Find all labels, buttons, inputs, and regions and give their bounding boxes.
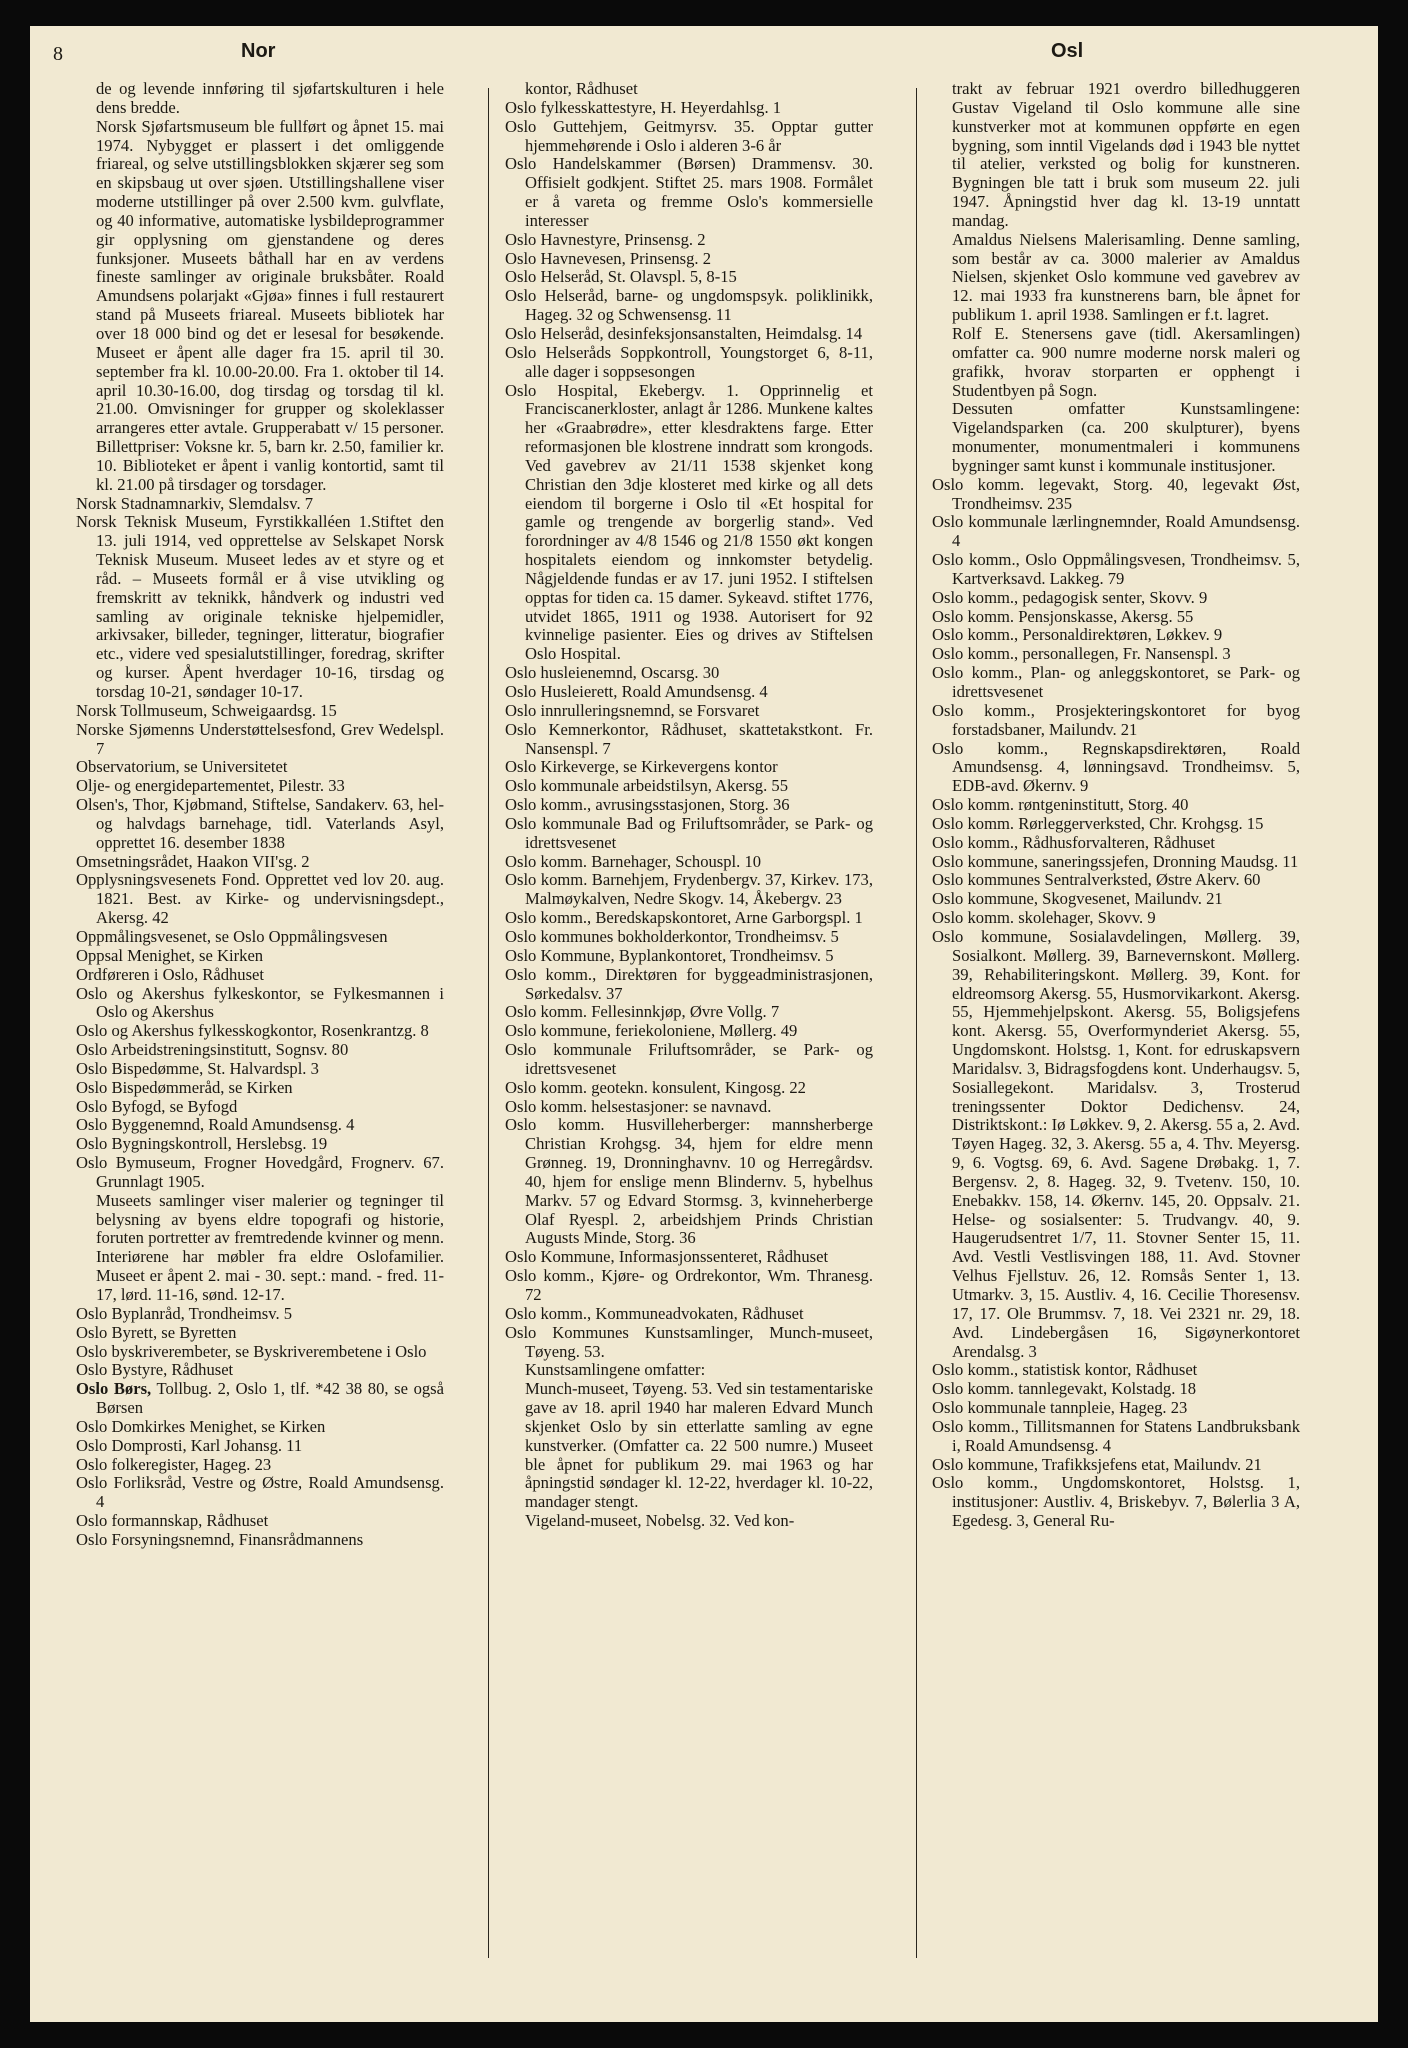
directory-entry: Oslo komm. røntgeninstitutt, Storg. 40: [932, 795, 1189, 815]
entry-continuation: Museets samlinger viser malerier og tegninger til belysning av byens eldre topografi og historie, foruten portretter av fremtredende kvinner og menn. Interiørene har møbler fra eldre Oslofamilier. Museet er åpent 2. mai - 30. sept.: mand. - fred. 11-17, lørd. 11-16, sønd. 12-17.: [96, 1190, 444, 1304]
directory-entry: Oslo Helseråds Soppkontroll, Youngstorget 6, 8-11, alle dager i soppsesongen: [505, 342, 873, 381]
directory-entry: Oslo komm., Personaldirektøren, Løkkev. 9: [932, 625, 1223, 645]
directory-entry: Oslo komm., Tillitsmannen for Statens Landbruksbank i, Roald Amundsensg. 4: [932, 1416, 1300, 1455]
directory-entry: Oslo komm., Plan- og anleggskontoret, se Park- og idrettsvesenet: [932, 663, 1300, 701]
directory-entry: Oslo folkeregister, Hageg. 23: [76, 1454, 272, 1474]
entry-continuation: Kunstsamlingene omfatter:: [525, 1360, 706, 1380]
directory-entry: Oslo komm., pedagogisk senter, Skovv. 9: [932, 587, 1208, 607]
directory-entry: Oslo kommunale arbeidstilsyn, Akersg. 55: [505, 776, 788, 796]
column-rule-right: [916, 88, 917, 1958]
directory-entry: Oslo husleienemnd, Oscarsg. 30: [505, 663, 720, 683]
entry-continuation: kontor, Rådhuset: [525, 79, 638, 98]
entry-continuation: Vigeland-museet, Nobelsg. 32. Ved kon-: [525, 1511, 795, 1531]
directory-entry: Omsetningsrådet, Haakon VII'sg. 2: [76, 851, 310, 871]
directory-entry: Oslo fylkesskattestyre, H. Heyerdahlsg. 1: [505, 97, 782, 117]
directory-entry: Oslo kommunale Friluftsområder, se Park- og idrettsvesenet: [505, 1040, 873, 1078]
directory-entry: Oslo Havnestyre, Prinsensg. 2: [505, 229, 706, 249]
directory-entry: Oslo Forliksråd, Vestre og Østre, Roald Amundsensg. 4: [76, 1473, 444, 1512]
directory-entry: Oslo innrulleringsnemnd, se Forsvaret: [505, 700, 760, 720]
directory-entry: Oslo komm. Fellesinnkjøp, Øvre Vollg. 7: [505, 1002, 780, 1022]
directory-entry: Oslo Helseråd, barne- og ungdomspsyk. poliklinikk, Hageg. 32 og Schwensensg. 11: [505, 286, 873, 325]
directory-entry: Oslo Helseråd, St. Olavspl. 5, 8-15: [505, 267, 737, 287]
directory-entry: Oslo Bystyre, Rådhuset: [76, 1360, 234, 1380]
column-right: [932, 80, 1300, 1531]
directory-entry: Norske Sjømenns Understøttelsesfond, Grev Wedelspl. 7: [76, 719, 444, 758]
directory-entry: Oslo Havnevesen, Prinsensg. 2: [505, 248, 712, 268]
directory-entry: Observatorium, se Universitetet: [76, 757, 288, 777]
directory-entry: Oslo Kemnerkontor, Rådhuset, skattetakstkont. Fr. Nansenspl. 7: [505, 719, 873, 758]
directory-entry: Oslo komm. legevakt, Storg. 40, legevakt Øst, Trondheimsv. 235: [932, 474, 1300, 513]
directory-entry: Oslo Domkirkes Menighet, se Kirken: [76, 1416, 326, 1436]
directory-entry: Oslo kommunes Sentralverksted, Østre Akerv. 60: [932, 870, 1261, 890]
directory-entry: Oslo komm., Kjøre- og Ordrekontor, Wm. Thranesg. 72: [505, 1266, 873, 1304]
directory-entry: Oslo komm., Prosjekteringskontoret for byog forstadsbaner, Mailundv. 21: [932, 700, 1300, 739]
directory-entry: Oslo kommunale Bad og Friluftsområder, se Park- og idrettsvesenet: [505, 813, 873, 852]
directory-entry: Oslo komm., avrusingsstasjonen, Storg. 36: [505, 795, 790, 815]
directory-entry: Oslo Byggenemnd, Roald Amundsensg. 4: [76, 1115, 355, 1135]
directory-entry: Oslo Arbeidstreningsinstitutt, Sognsv. 80: [76, 1040, 349, 1060]
directory-entry: Oslo komm. Rørleggerverksted, Chr. Krohgsg. 15: [932, 813, 1264, 833]
directory-entry: Oslo komm., Rådhusforvalteren, Rådhuset: [932, 832, 1215, 852]
directory-entry: Oslo komm., Ungdomskontoret, Holstsg. 1, institusjoner: Austliv. 4, Briskebyv. 7, Bølerlia 3 A, Egedesg. 3, General Ru-: [932, 1473, 1300, 1531]
directory-entry: Norsk Stadnamnarkiv, Slemdalsv. 7: [76, 493, 314, 513]
directory-entry: Oslo komm., personallegen, Fr. Nansenspl. 3: [932, 644, 1231, 664]
directory-entry: Oslo komm. tannlegevakt, Kolstadg. 18: [932, 1379, 1197, 1399]
directory-entry: Oslo Bispedømme, St. Halvardspl. 3: [76, 1058, 319, 1078]
directory-entry: Oslo Bygningskontroll, Herslebsg. 19: [76, 1134, 328, 1154]
directory-entry: Oslo Byplanråd, Trondheimsv. 5: [76, 1303, 293, 1323]
directory-entry: Olje- og energidepartementet, Pilestr. 33: [76, 776, 345, 796]
column-left: [76, 80, 444, 1550]
directory-entry: Oslo Børs, Tollbug. 2, Oslo 1, tlf. *42 38 80, se også Børsen: [76, 1379, 444, 1418]
directory-entry: Oslo komm. Pensjonskasse, Akersg. 55: [932, 606, 1194, 626]
directory-entry: Oslo kommunale tannpleie, Hageg. 23: [932, 1398, 1188, 1418]
directory-entry: Oslo komm. Barnehager, Schouspl. 10: [505, 851, 762, 871]
directory-entry: Oslo kommunale lærlingnemnder, Roald Amundsensg. 4: [932, 512, 1300, 551]
entry-continuation: Rolf E. Stenersens gave (tidl. Akersamlingen) omfatter ca. 900 numre moderne norsk maleri og grafikk, hvorav storparten er opphengt i Studentbyen på Sogn.: [952, 323, 1300, 400]
directory-entry: Oslo komm. helsestasjoner: se navnavd.: [505, 1096, 772, 1116]
column-rule-left: [488, 88, 489, 1958]
directory-entry: Olsen's, Thor, Kjøbmand, Stiftelse, Sandakerv. 63, hel- og halvdags barnehage, tidl. Vaterlands Asyl, opprettet 16. desember 1838: [76, 795, 444, 852]
directory-entry: Oslo komm., statistisk kontor, Rådhuset: [932, 1360, 1198, 1380]
directory-entry: Oslo komm., Regnskapsdirektøren, Roald Amundsensg. 4, lønningsavd. Trondheimsv. 5, EDB-avd. Økernv. 9: [932, 738, 1300, 796]
directory-entry: Oslo komm., Direktøren for byggeadministrasjonen, Sørkedalsv. 37: [505, 964, 873, 1003]
header-right-word: Osl: [1051, 40, 1084, 62]
directory-entry: Oslo Kommunes Kunstsamlinger, Munch-museet, Tøyeng. 53.: [505, 1322, 873, 1361]
directory-entry: Oslo Handelskammer (Børsen) Drammensv. 30. Offisielt godkjent. Stiftet 25. mars 1908. Formålet er å vareta og fremme Oslo's kommersielle interesser: [505, 154, 873, 230]
directory-entry: Oslo Husleierett, Roald Amundsensg. 4: [505, 682, 768, 701]
directory-entry: Oslo kommune, Trafikksjefens etat, Mailundv. 21: [932, 1454, 1262, 1474]
directory-entry: Oslo komm., Beredskapskontoret, Arne Garborgspl. 1: [505, 908, 863, 928]
directory-entry: Oslo Kommune, Byplankontoret, Trondheimsv. 5: [505, 945, 834, 965]
entry-continuation: Amaldus Nielsens Malerisamling. Denne samling, som består av ca. 3000 malerier av Amaldus Nielsen, skjenket Oslo kommune ved gavebrev av 12. mai 1933 fra kunstnerens barn, ble åpnet for publikum 1. april 1938. Samlingen er f.t. lagret.: [952, 229, 1300, 325]
directory-entry: Oslo kommune, saneringssjefen, Dronning Maudsg. 11: [932, 851, 1299, 871]
directory-entry: Oslo formannskap, Rådhuset: [76, 1511, 269, 1531]
directory-entry: Oslo kommune, Skogvesenet, Mailundv. 21: [932, 889, 1223, 909]
directory-entry: Norsk Teknisk Museum, Fyrstikkalléen 1.Stiftet den 13. juli 1914, ved opprettelse av Selskapet Norsk Teknisk Museum. Museet ledes av et styre og et råd. – Museets formål er å vise utvikling og fremskritt av teknikk, håndverk og industri ved samling av originale tekniske hjelpemidler, arkivsaker, billeder, tegninger, litteratur, biografier etc., videre ved spesialutstillinger, foredrag, skrifter og kurser. Åpent hverdager 10-16, tirsdag og torsdag 10-21, søndager 10-17.: [76, 512, 444, 701]
directory-entry: Oslo Bymuseum, Frogner Hovedgård, Frognerv. 67. Grunnlagt 1905.: [76, 1153, 444, 1191]
directory-entry: Oslo komm., Oslo Oppmålingsvesen, Trondheimsv. 5, Kartverksavd. Lakkeg. 79: [932, 550, 1300, 588]
directory-entry: Oslo Helseråd, desinfeksjonsanstalten, Heimdalsg. 14: [505, 323, 863, 343]
bold-heading: Oslo Børs,: [76, 1379, 152, 1399]
directory-entry: Oslo kommunes bokholderkontor, Trondheimsv. 5: [505, 926, 839, 946]
directory-entry: Oslo komm. Husvilleherberger: mannsherberge Christian Krohgsg. 34, hjem for eldre menn Grønneg. 19, Dronninghavnv. 10 og Herregårdsv. 40, hjem for enslige menn Blindernv. 5, hybelhus Markv. 57 og Edvard Stormsg. 3, kvinneherberge Olaf Ryespl. 2, arbeidshjem Prinds Christian Augusts Minde, Storg. 36: [505, 1115, 873, 1248]
directory-entry: Oslo byskriverembeter, se Byskriverembetene i Oslo: [76, 1341, 427, 1361]
directory-entry: Oslo og Akershus fylkesskogkontor, Rosenkrantzg. 8: [76, 1021, 429, 1041]
directory-entry: Oslo komm. Barnehjem, Frydenbergv. 37, Kirkev. 173, Malmøykalven, Nedre Skogv. 14, Åkebergv. 23: [505, 870, 873, 909]
directory-entry: Oslo komm., Kommuneadvokaten, Rådhuset: [505, 1303, 804, 1323]
directory-entry: Norsk Tollmuseum, Schweigaardsg. 15: [76, 700, 337, 720]
entry-continuation: Dessuten omfatter Kunstsamlingene: Vigelandsparken (ca. 200 skulpturer), byens monumenter, monumentmaleri i kommunens bygninger samt kunst i kommunale institusjoner.: [952, 399, 1300, 475]
directory-entry: Oslo Hospital, Ekebergv. 1. Opprinnelig et Franciscanerkloster, anlagt år 1286. Munkene kaltes her «Graabrødre», etter klesdraktens farge. Etter reformasjonen ble klostrene inndratt som krongods. Ved gavebrev av 21/11 1538 skjenket kong Christian den 3dje klosteret med kirke og all dets eiendom til borgerne i Oslo til «Et hospital for gamle og trengende av borgerlig stand». Ved forordninger av 4/8 1546 og 21/8 1550 økt kongen hospitalets eiendom og innkomster betydelig. Någjeldende fundas er av 17. juni 1952. I stiftelsen opptas for tiden ca. 15 damer. Sykeavd. stiftet 1776, utvidet 1865, 1911 og 1938. Autorisert for 92 kvinnelige pasienter. Eies og drives av Stiftelsen Oslo Hospital.: [505, 380, 873, 664]
entry-continuation: trakt av februar 1921 overdro billedhuggeren Gustav Vigeland til Oslo kommune alle sine kunstverker mot at kommunen oppførte en egen bygning, som inntil Vigelands død i 1943 ble nyttet til atelier, verksted og bolig for kunstneren. Bygningen ble tatt i bruk som museum 22. juli 1947. Åpningstid hver dag kl. 13-19 unntatt mandag.: [952, 79, 1300, 230]
directory-entry: Opplysningsvesenets Fond. Opprettet ved lov 20. aug. 1821. Best. av Kirke- og undervisningsdept., Akersg. 42: [76, 870, 444, 928]
directory-entry: Oslo og Akershus fylkeskontor, se Fylkesmannen i Oslo og Akershus: [76, 983, 444, 1022]
directory-entry: Oslo Guttehjem, Geitmyrsv. 35. Opptar gutter hjemmehørende i Oslo i alderen 3-6 år: [505, 116, 873, 155]
directory-entry: Oslo Forsyningsnemnd, Finansrådmannens: [76, 1529, 364, 1549]
directory-entry: Oslo komm. skolehager, Skovv. 9: [932, 908, 1156, 928]
header-left-word: Nor: [241, 40, 276, 62]
entry-continuation: Munch-museet, Tøyeng. 53. Ved sin testamentariske gave av 18. april 1940 har maleren Edvard Munch skjenket Oslo by sin etterlatte samling av egne kunstverker. (Omfatter ca. 22 500 numre.) Museet ble åpnet for publikum 29. mai 1963 og har åpningstid søndager kl. 12-22, hverdager kl. 10-22, mandager stengt.: [525, 1379, 873, 1512]
directory-entry: Oslo Bispedømmeråd, se Kirken: [76, 1077, 293, 1097]
directory-entry: Oslo Byrett, se Byretten: [76, 1322, 237, 1342]
directory-entry: Oslo kommune, Sosialavdelingen, Møllerg. 39, Sosialkont. Møllerg. 39, Barnevernskont. Møllerg. 39, Rehabiliteringskont. Møllerg. 39, Kont. for eldreomsorg Akersg. 55, Husmorvikarkont. Akersg. 55, Hjemmehjelpskont. Akersg. 55, Boligsjefens kont. Akersg. 55, Overformynderiet Akersg. 55, Ungdomskont. Holstsg. 1, Kont. for edruskapsvern Maridalsv. 3, Bidragsfogdens kont. Underhaugsv. 5, Sosiallegekont. Maridalsv. 3, Trosterud treningssenter Doktor Dedichensv. 24, Distriktskont.: Iø Løkkev. 9, 2. Akersg. 55 a, 2. Avd. Tøyen Hageg. 32, 3. Akersg. 55 a, 4. Thv. Meyersg. 9, 6. Vogtsg. 69, 6. Avd. Sagene Drøbakg. 1, 7. Bergensv. 2, 8. Hageg. 32, 9. Tvetenv. 150, 10. Enebakkv. 158, 14. Økernv. 145, 20. Oppsalv. 21. Helse- og sosialsenter: 5. Trudvangv. 40, 9. Haugerudsentret 1/7, 11. Stovner Senter 15, 11. Avd. Vestli Vestlisvingen 188, 11. Avd. Stovner Velhus Fjellstuv. 26, 12. Romsås Senter 1, 13. Utmarkv. 3, 15. Austliv. 4, 16. Cecilie Thoresensv. 17, 17. Ole Brummsv. 7, 18. Vei 2321 nr. 29, 18. Avd. Lindebergåsen 16, Sigøynerkontoret Arendalsg. 3: [932, 926, 1300, 1361]
page-number: 8: [53, 43, 63, 65]
entry-continuation: de og levende innføring til sjøfartskulturen i hele dens bredde.: [96, 79, 444, 117]
directory-entry: Oppsal Menighet, se Kirken: [76, 945, 264, 965]
directory-entry: Oslo kommune, feriekoloniene, Møllerg. 49: [505, 1021, 798, 1041]
directory-entry: Oslo komm. geotekn. konsulent, Kingosg. 22: [505, 1077, 806, 1097]
entry-continuation: Norsk Sjøfartsmuseum ble fullført og åpnet 15. mai 1974. Nybygget er plassert i det omliggende friareal, og selve utstillingsblokken skjærer seg som en skipsbaug ut over sjøen. Utstillingshallene viser moderne utstillinger på over 2.500 kvm. gulvflate, og 40 informative, automatiske lysbildeprogrammer gir opplysning om gjenstandene og deres funksjoner. Museets båthall har en av verdens fineste samlinger av originale bruksbåter. Roald Amundsens polarjakt «Gjøa» finnes i full restaurert stand på Museets friareal. Museets bibliotek har over 18 000 bind og det er lesesal for besøkende. Museet er åpent alle dager fra 15. april til 30. september fra kl. 10.00-20.00. Fra 1. oktober til 14. april 10.30-16.00, dog tirsdag og torsdag til kl. 21.00. Omvisninger for grupper og skoleklasser arrangeres etter avtale. Grupperabatt v/ 15 personer. Billettpriser: Voksne kr. 5, barn kr. 2.50, familier kr. 10. Biblioteket er åpent i vanlig kontortid, samt til kl. 21.00 på tirsdager og torsdager.: [96, 116, 444, 494]
directory-entry: Oslo Domprosti, Karl Johansg. 11: [76, 1435, 303, 1455]
directory-entry: Oslo Byfogd, se Byfogd: [76, 1096, 238, 1116]
column-middle: [505, 80, 873, 1531]
directory-entry: Oslo Kirkeverge, se Kirkevergens kontor: [505, 757, 778, 777]
directory-entry: Oslo Kommune, Informasjonssenteret, Rådhuset: [505, 1247, 829, 1267]
directory-entry: Oppmålingsvesenet, se Oslo Oppmålingsvesen: [76, 926, 388, 946]
directory-entry: Ordføreren i Oslo, Rådhuset: [76, 964, 265, 984]
